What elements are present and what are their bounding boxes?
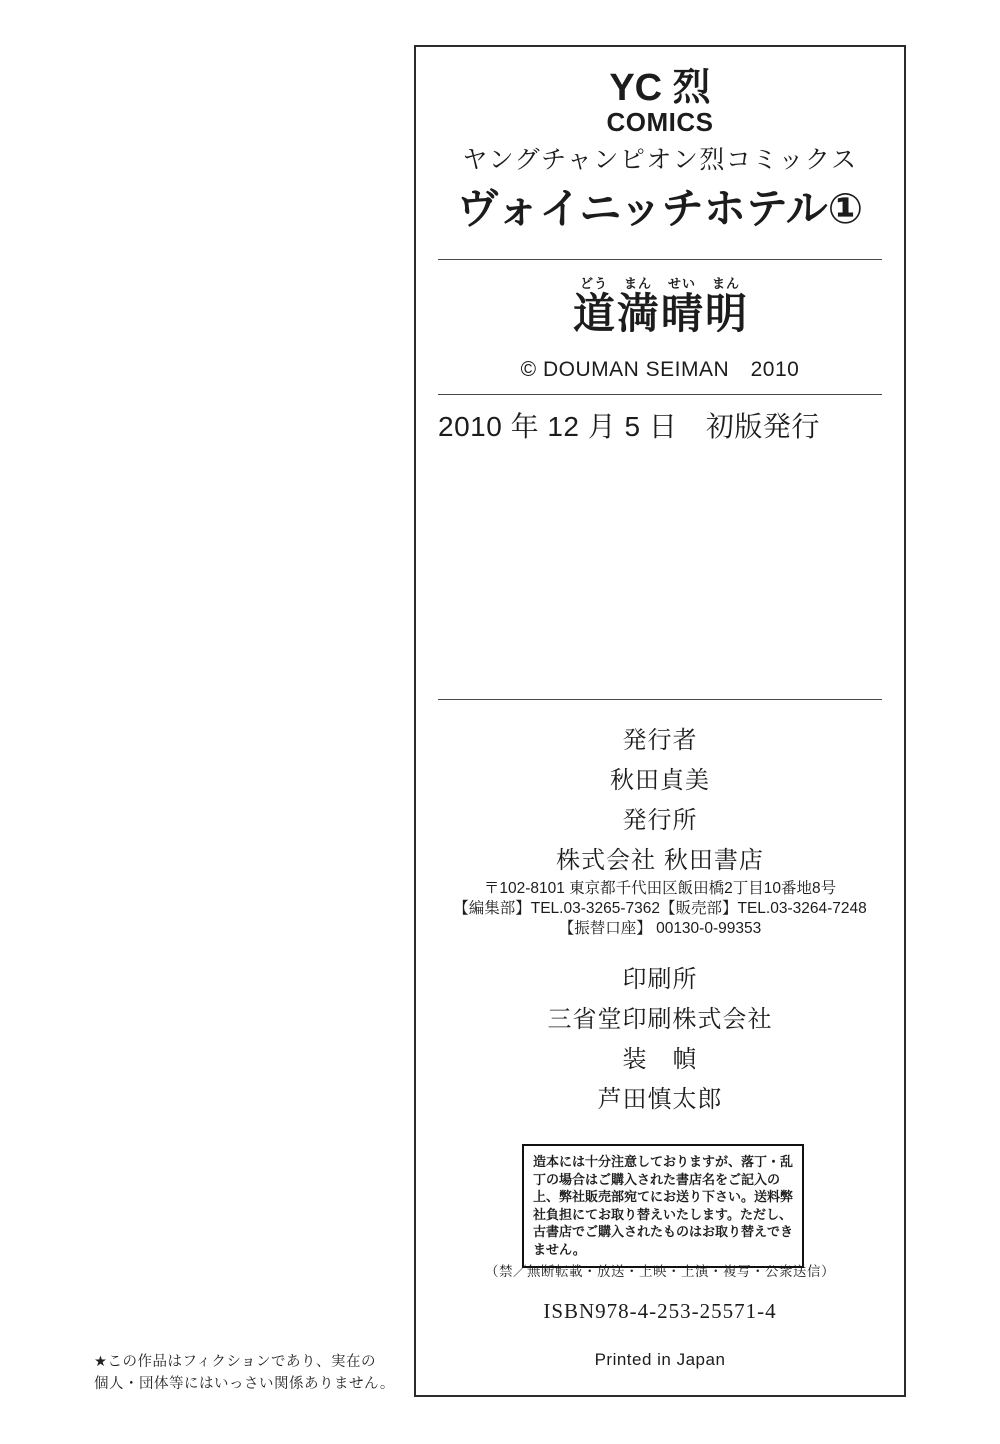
fiction-disclaimer-line1: ★この作品はフィクションであり、実在の — [94, 1354, 377, 1370]
publishing-office-label: 発行所 — [622, 807, 698, 834]
author-name-char: せい 晴 — [661, 276, 704, 337]
imprint-logo-comics: COMICS — [606, 107, 714, 137]
copyright-line: © DOUMAN SEIMAN 2010 — [520, 358, 800, 381]
prohibition-notice: （禁／無断転載・放送・上映・上演・複写・公衆送信） — [485, 1264, 835, 1279]
binding-design-label: 装 幀 — [622, 1046, 698, 1073]
fiction-disclaimer — [94, 1351, 395, 1395]
binding-designer-name: 芦田慎太郎 — [597, 1086, 723, 1113]
colophon-box — [414, 45, 906, 1397]
series-label: ヤングチャンピオン烈コミックス — [462, 146, 858, 174]
furigana: どう — [579, 276, 608, 291]
fiction-disclaimer-line2: 個人・団体等にはいっさい関係ありません。 — [94, 1376, 395, 1392]
publisher-name: 秋田貞美 — [610, 767, 710, 794]
printer-label: 印刷所 — [622, 966, 698, 993]
publisher-label: 発行者 — [622, 727, 698, 754]
isbn: ISBN978-4-253-25571-4 — [543, 1299, 777, 1323]
author-name — [416, 277, 904, 335]
publisher-contact-block — [416, 879, 904, 939]
defective-copy-notice: 造本には十分注意しておりますが、落丁・乱丁の場合はご購入された書店名をご記入の上、弊社販売部宛てにお送り下さい。送料弊社負担にてお取り替えいたします。ただし、古書店でご購入されたものはお取り替えできません。 — [522, 1144, 804, 1268]
publishing-office-name: 株式会社 秋田書店 — [556, 847, 764, 874]
printed-in-japan: Printed in Japan — [594, 1350, 726, 1369]
author-name-char: まん 満 — [616, 276, 659, 337]
divider — [438, 394, 882, 395]
author-name-char: どう 道 — [572, 276, 615, 337]
publisher-transfer-account: 【振替口座】 00130-0-99353 — [558, 920, 762, 937]
furigana: まん — [712, 276, 741, 291]
printer-name: 三省堂印刷株式会社 — [547, 1006, 773, 1033]
furigana: せい — [668, 276, 697, 291]
book-title: ヴォイニッチホテル① — [456, 185, 864, 232]
imprint-logo: YC 烈 — [609, 67, 711, 109]
furigana: まん — [623, 276, 652, 291]
publisher-address: 〒102-8101 東京都千代田区飯田橋2丁目10番地8号 — [483, 880, 837, 897]
divider — [438, 699, 882, 700]
divider — [438, 259, 882, 260]
author-name-char: まん 明 — [705, 276, 748, 337]
publisher-telephones: 【編集部】TEL.03-3265-7362【販売部】TEL.03-3264-7248 — [453, 900, 867, 917]
edition-date: 2010 年 12 月 5 日 初版発行 — [438, 411, 820, 442]
